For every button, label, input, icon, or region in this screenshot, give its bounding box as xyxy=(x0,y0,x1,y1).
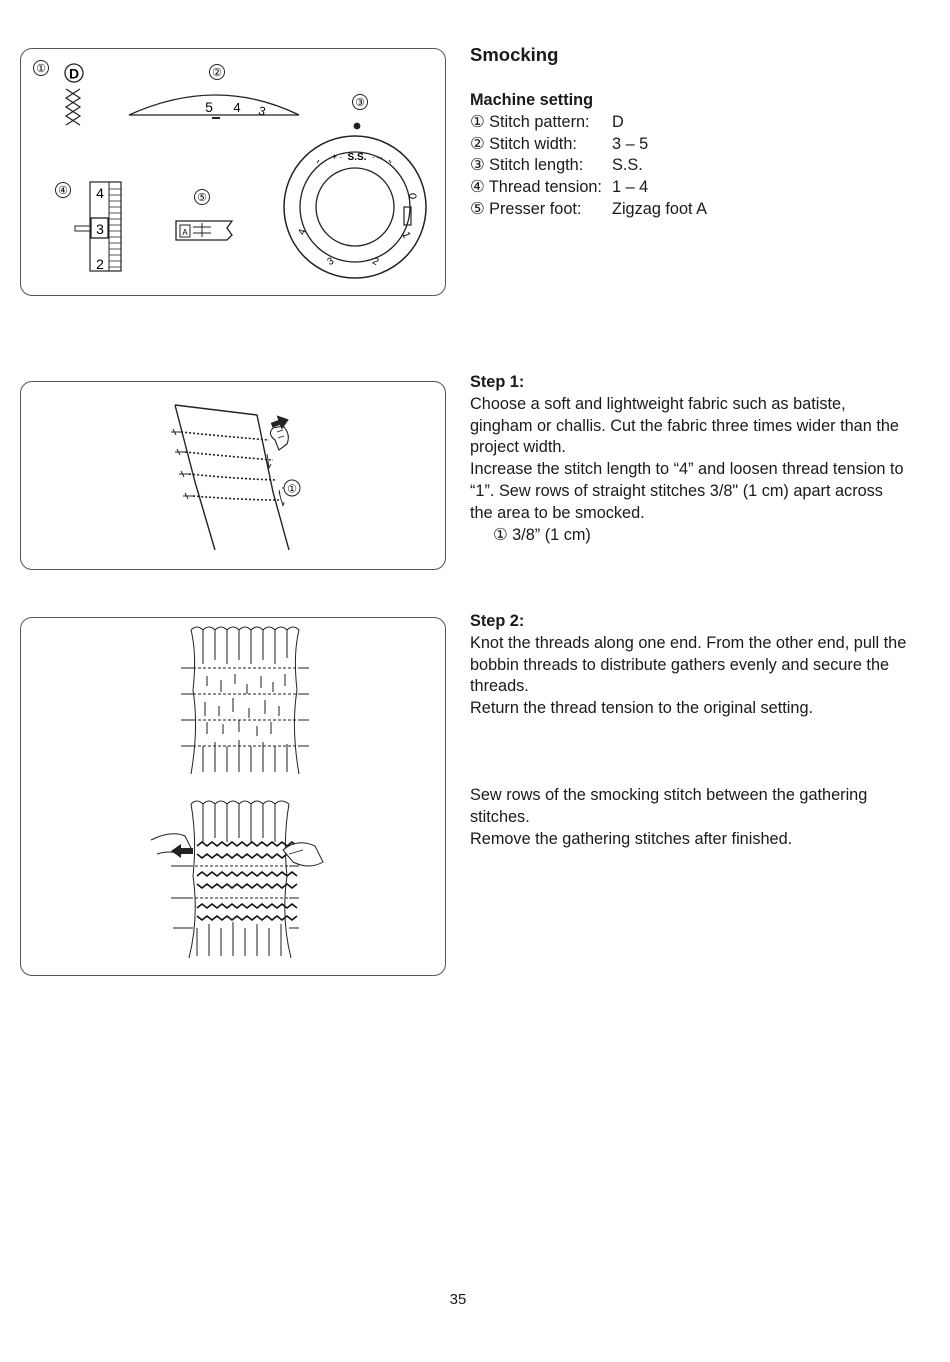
step3-block xyxy=(470,785,910,850)
setting-row xyxy=(470,155,910,177)
setting-value: 3 – 5 xyxy=(612,134,649,153)
marker-2: ② xyxy=(212,67,222,79)
marker-3: ③ xyxy=(355,97,365,109)
step1-block xyxy=(470,372,910,546)
svg-text:3: 3 xyxy=(256,103,268,119)
svg-text:2: 2 xyxy=(370,255,381,268)
svg-text:3: 3 xyxy=(325,255,336,268)
setting-row xyxy=(470,134,910,156)
machine-setting-figure xyxy=(20,48,446,296)
machine-setting-illustration xyxy=(21,49,446,296)
machine-setting-heading: Machine setting xyxy=(470,91,594,109)
page-title: Smocking xyxy=(470,44,559,65)
svg-text:4: 4 xyxy=(96,185,104,201)
step1-paragraph-1: Choose a soft and lightweight fabric such as batiste, gingham or challis. Cut the fabric three times wider than the project width. xyxy=(470,394,899,457)
zigzag-foot-icon xyxy=(176,221,232,240)
step1-figure xyxy=(20,381,446,570)
marker-5: ⑤ xyxy=(197,192,207,204)
setting-row xyxy=(470,199,910,221)
setting-label: ③ Stitch length: xyxy=(470,156,584,175)
step3-paragraph-1: Sew rows of the smocking stitch between the gathering stitches. xyxy=(470,786,868,826)
svg-text:S.S.: S.S. xyxy=(347,152,367,163)
setting-label: ② Stitch width: xyxy=(470,134,577,153)
marker-4: ④ xyxy=(58,185,68,197)
setting-label: ④ Thread tension: xyxy=(470,178,602,197)
figure-marker-1: ① xyxy=(287,483,297,496)
step3-paragraph-2: Remove the gathering stitches after finished. xyxy=(470,829,793,848)
setting-value: 1 – 4 xyxy=(612,178,649,197)
setting-value: Zigzag foot A xyxy=(612,199,708,218)
svg-text:0: 0 xyxy=(406,192,418,200)
gathered-fabric-illustration xyxy=(21,618,446,976)
svg-text:· –: · – xyxy=(371,152,383,162)
setting-value: D xyxy=(612,112,624,131)
setting-row xyxy=(470,177,910,199)
step2-paragraph-1: Knot the threads along one end. From the other end, pull the bobbin threads to distribute gathers evenly and secure the threads. xyxy=(470,633,907,696)
stitch-pattern-d-icon xyxy=(65,64,83,125)
svg-text:1: 1 xyxy=(399,230,413,240)
svg-text:2: 2 xyxy=(96,256,104,272)
svg-text:5: 5 xyxy=(205,99,213,115)
machine-setting-block xyxy=(470,90,910,221)
step2-block xyxy=(470,611,910,720)
setting-value: S.S. xyxy=(612,156,643,175)
page-number: 35 xyxy=(449,1291,467,1308)
svg-text:+ ·: + · xyxy=(331,152,343,162)
stitch-length-dial-icon xyxy=(284,136,426,278)
thread-tension-dial-icon xyxy=(75,182,121,272)
setting-row xyxy=(470,112,910,134)
svg-text:3: 3 xyxy=(96,221,104,237)
setting-label: ① Stitch pattern: xyxy=(470,112,590,131)
step2-figure xyxy=(20,617,446,976)
svg-text:4: 4 xyxy=(296,227,309,237)
straight-stitch-rows-illustration xyxy=(21,382,446,570)
smocking-stitch-bands xyxy=(197,842,297,920)
stitch-width-scale-icon xyxy=(129,95,299,119)
step1-paragraph-2: Increase the stitch length to “4” and loosen thread tension to “1”. Sew rows of straight stitches 3/8" (1 cm) apart across the area to be smocked. xyxy=(470,460,904,522)
step1-heading: Step 1: xyxy=(470,373,525,391)
step1-note: ① 3/8” (1 cm) xyxy=(493,525,591,544)
marker-1: ① xyxy=(36,63,46,75)
svg-text:4: 4 xyxy=(233,100,241,115)
svg-text:D: D xyxy=(68,65,80,82)
setting-label: ⑤ Presser foot: xyxy=(470,199,582,218)
step2-paragraph-2: Return the thread tension to the original setting. xyxy=(470,699,814,718)
svg-text:A: A xyxy=(182,228,188,237)
step2-heading: Step 2: xyxy=(470,612,525,630)
